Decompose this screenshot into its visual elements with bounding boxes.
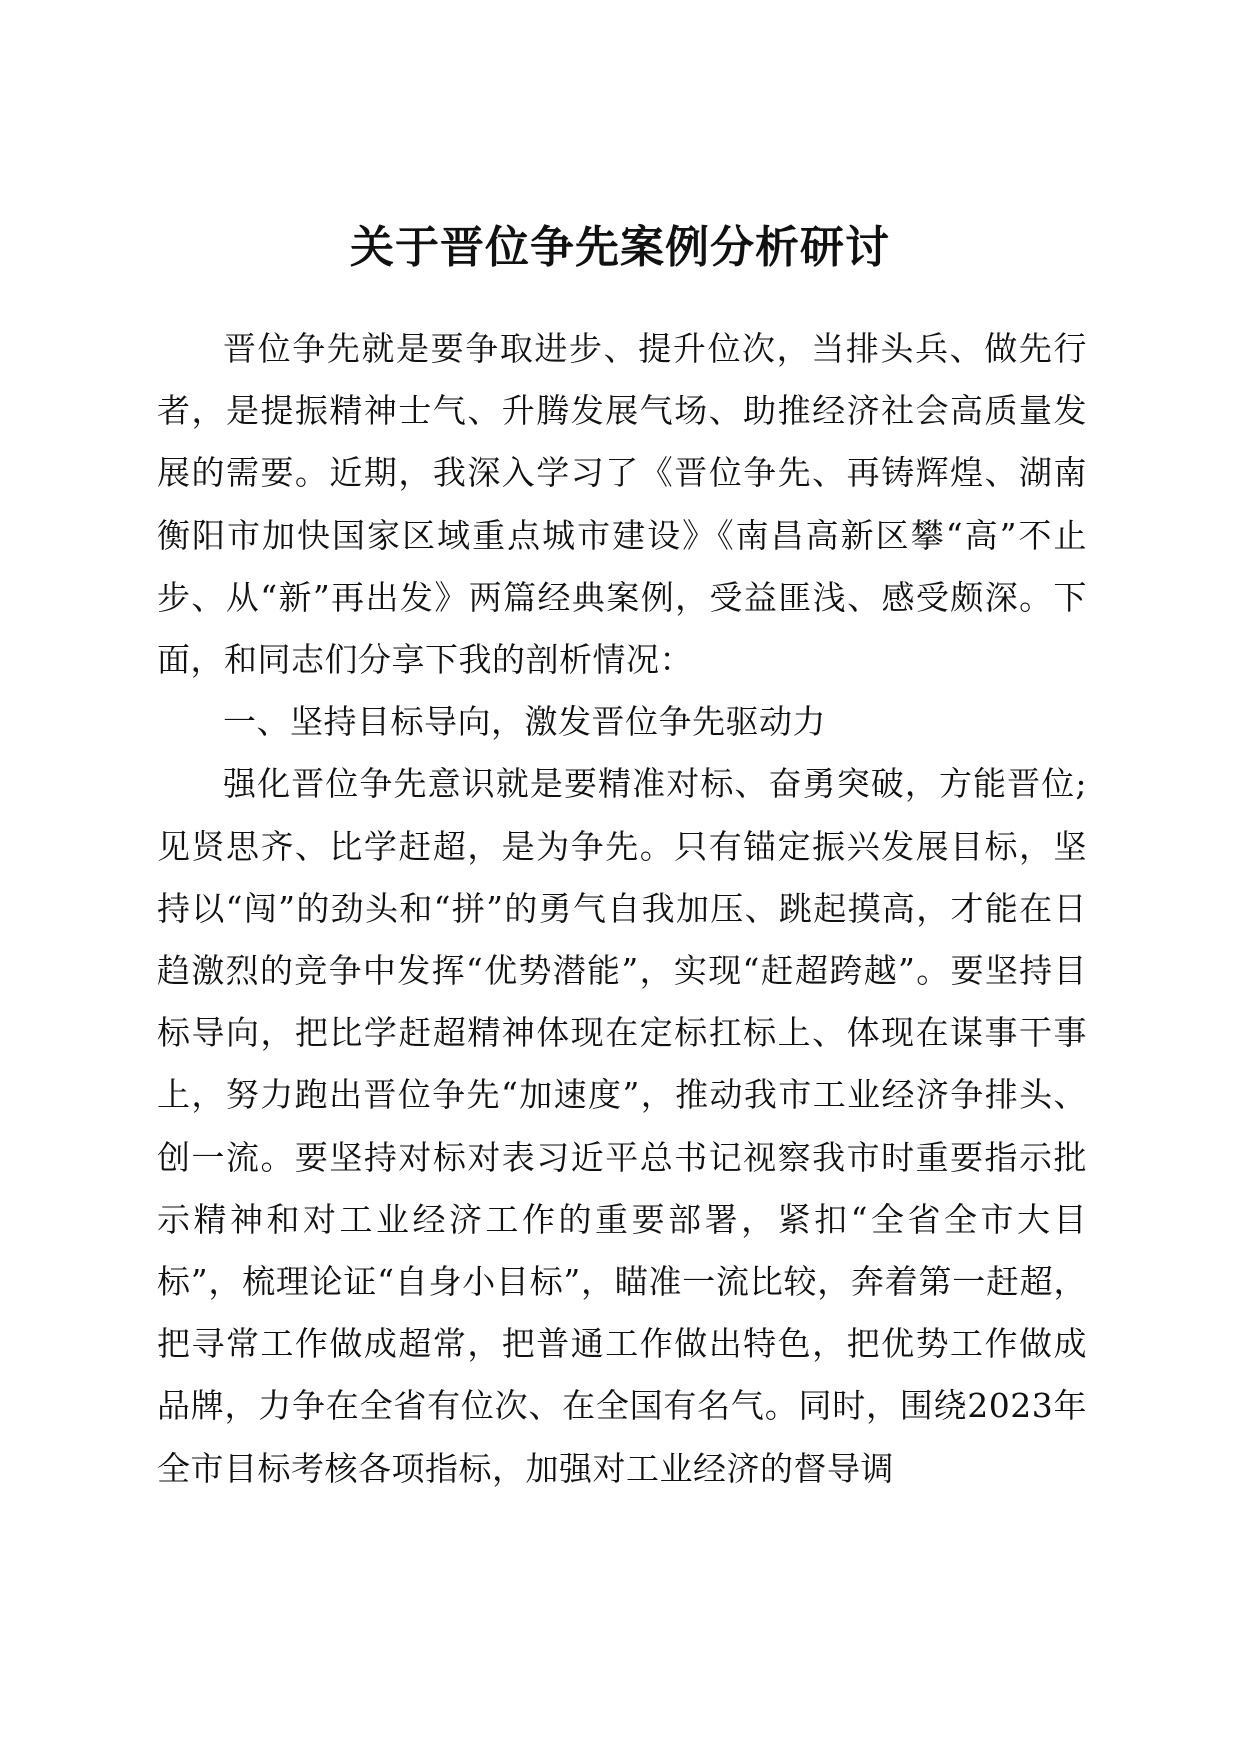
section-heading: 一、坚持目标导向，激发晋位争先驱动力 xyxy=(223,702,826,742)
document-body xyxy=(157,318,1087,1500)
document-title: 关于晋位争先案例分析研讨 xyxy=(350,222,890,273)
section-paragraph: 强化晋位争先意识就是要精准对标、奋勇突破，方能晋位;见贤思齐、比学赶超，是为争先。只有锚定振兴发展目标，坚持以“闯”的劲头和“拼”的勇气自我加压、跳起摸高，才能在日趋激烈的竞争中发挥“优势潜能”，实现“赶超跨越”。要坚持目标导向，把比学赶超精神体现在定标扛标上、体现在谋事干事上，努力跑出晋位争先“加速度”，推动我市工业经济争排头、创一流。要坚持对标对表习近平总书记视察我市时重要指示批示精神和对工业经济工作的重要部署，紧扣“全省全市大目标”，梳理论证“自身小目标”，瞄准一流比较，奔着第一赶超，把寻常工作做成超常，把普通工作做出特色，把优势工作做成品牌，力争在全省有位次、在全国有名气。同时，围绕2023年全市目标考核各项指标，加强对工业经济的督导调 xyxy=(157,764,1087,1488)
intro-paragraph: 晋位争先就是要争取进步、提升位次，当排头兵、做先行者，是提振精神士气、升腾发展气场、助推经济社会高质量发展的需要。近期，我深入学习了《晋位争先、再铸辉煌、湖南衡阳市加快国家区域重点城市建设》《南昌高新区攀“高”不止步、从“新”再出发》两篇经典案例，受益匪浅、感受颇深。下面，和同志们分享下我的剖析情况： xyxy=(157,329,1087,680)
